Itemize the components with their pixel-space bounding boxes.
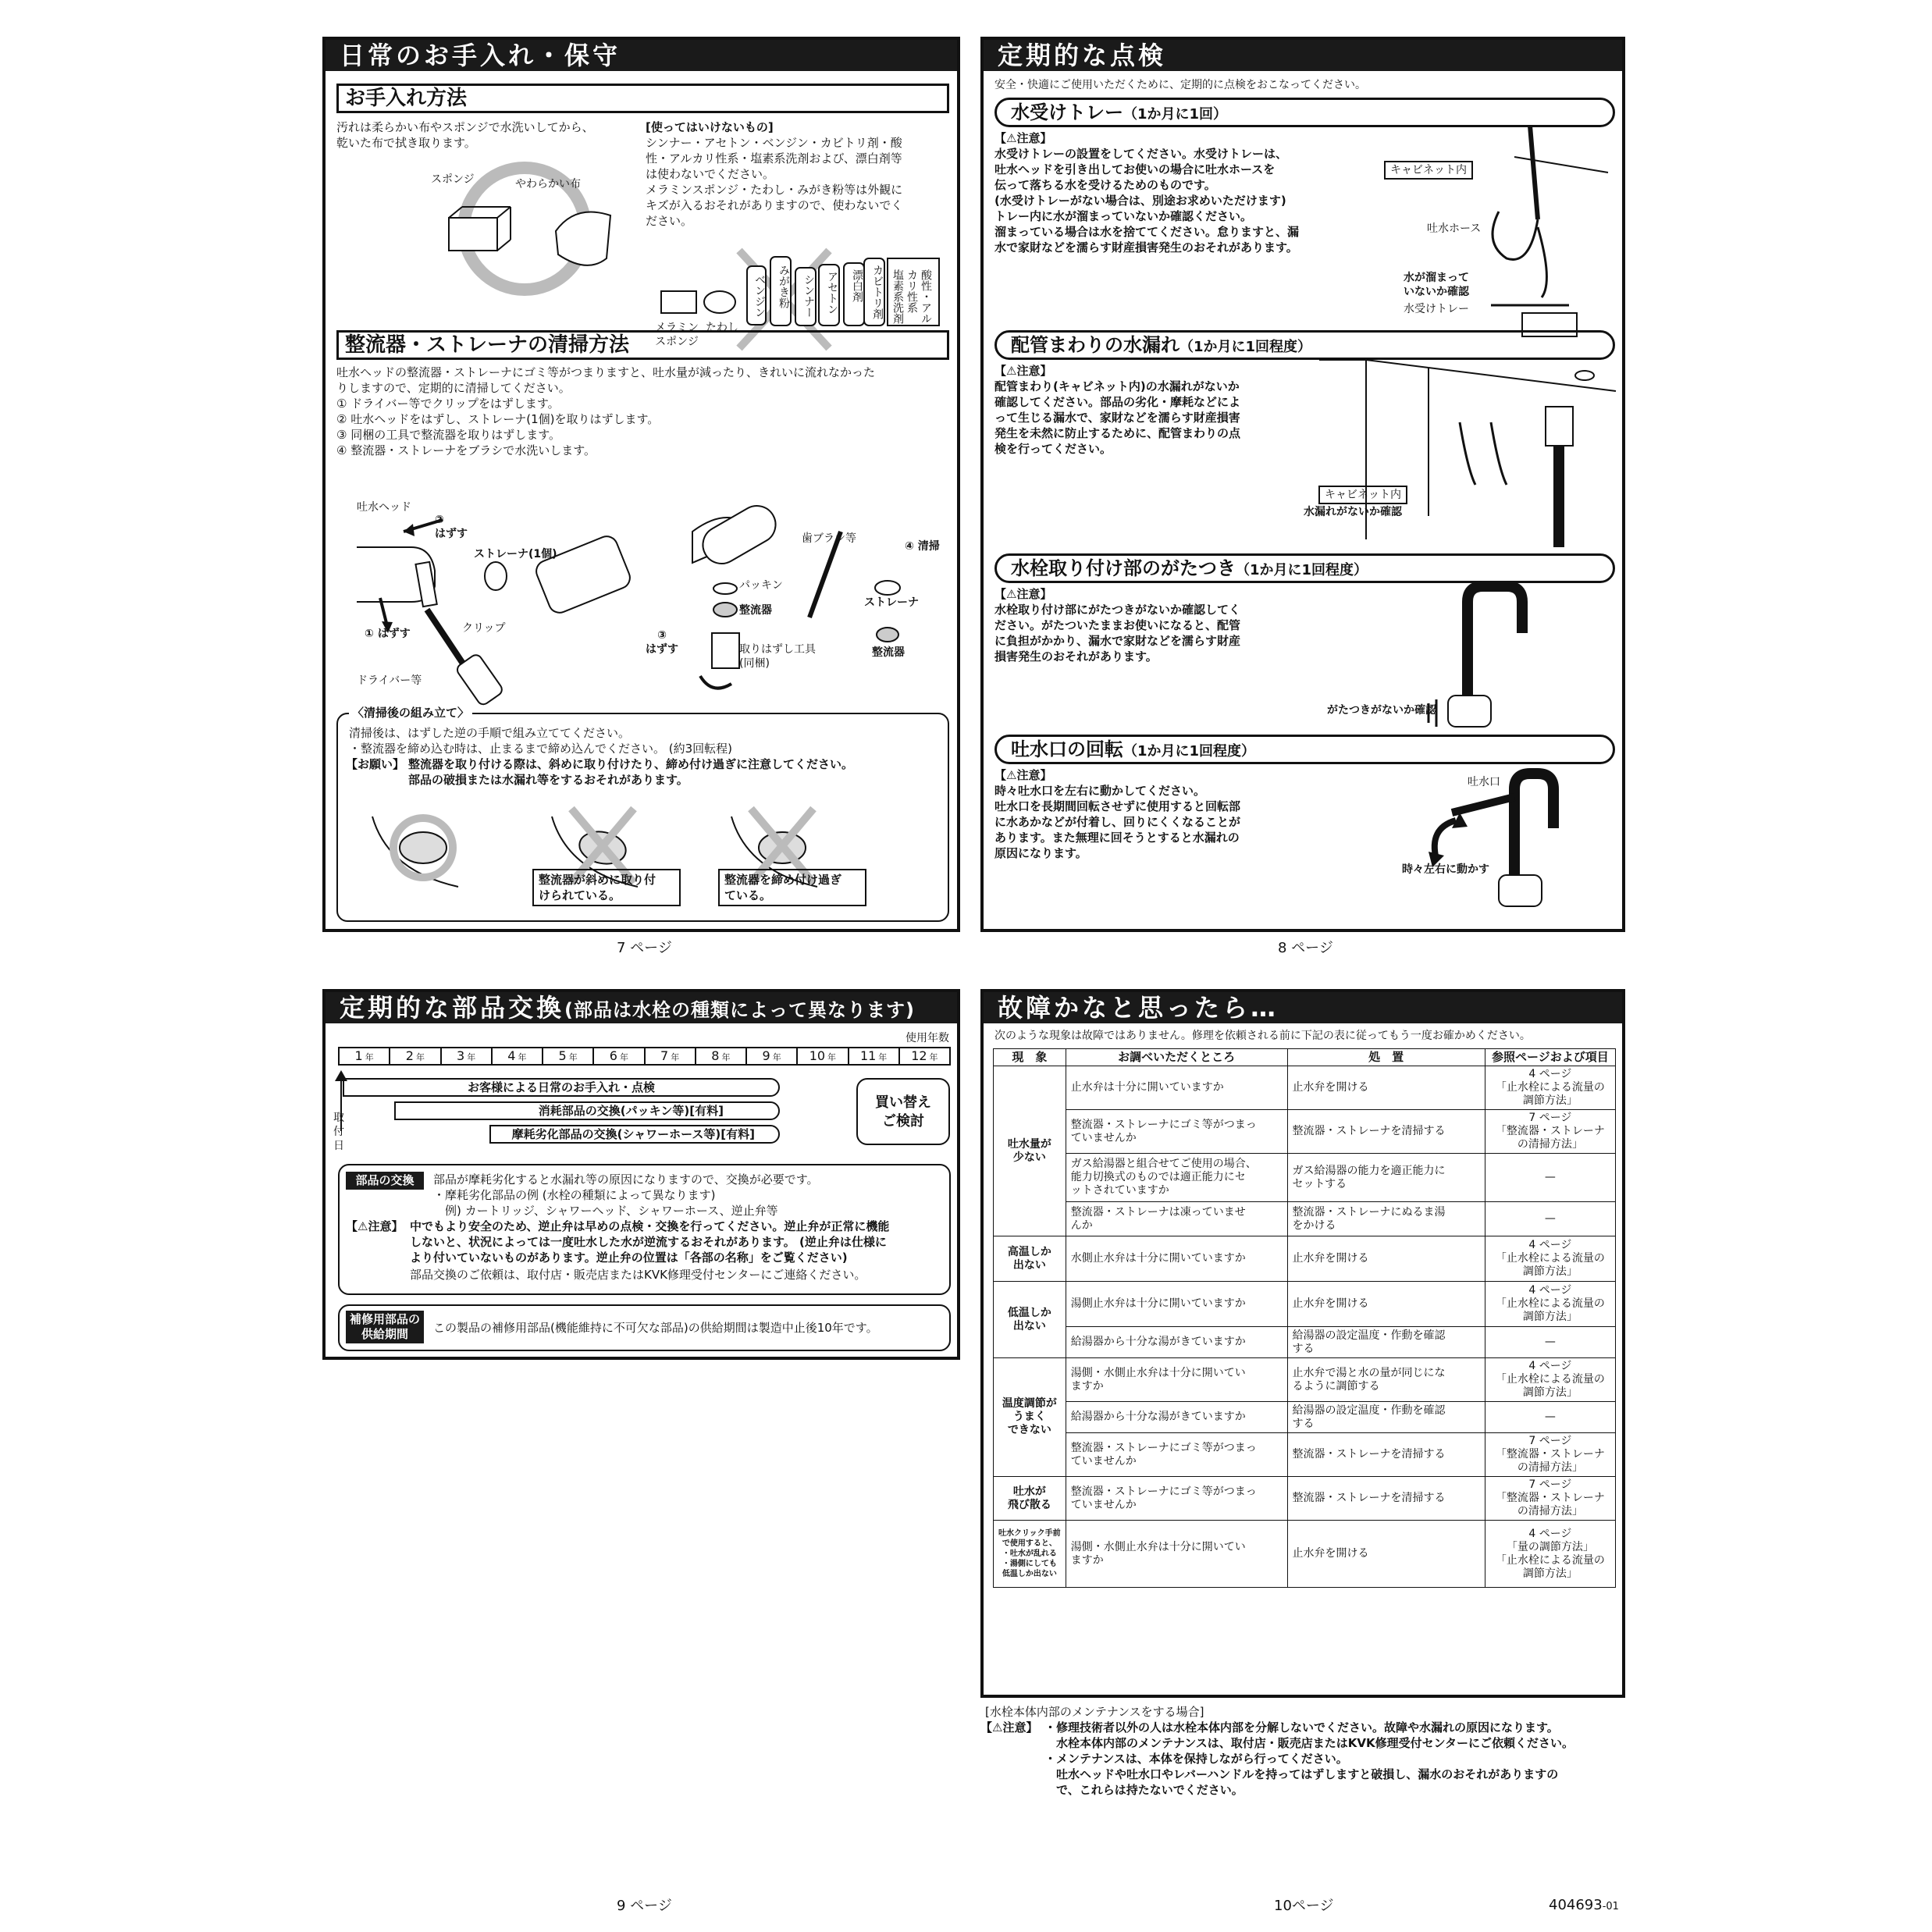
parts-contact: 部品交換のご依頼は、取付店・販売店またはKVK修理受付センターにご連絡ください。 xyxy=(410,1268,866,1282)
tray-cabinet-label: キャビネット内 xyxy=(1384,161,1473,180)
table-row xyxy=(994,1282,1616,1327)
spout-heading xyxy=(994,735,1615,764)
year-unit: 年 xyxy=(929,1052,938,1062)
table-row xyxy=(994,1202,1616,1236)
wobble-heading-freq: （1か月に1回程度） xyxy=(1236,562,1368,578)
fix-cell: 給湯器の設定温度・作動を確認 する xyxy=(1287,1327,1485,1358)
year-unit: 年 xyxy=(365,1052,374,1062)
page9-number: 9 ページ xyxy=(617,1898,672,1914)
doc-number-suffix: -01 xyxy=(1602,1901,1619,1912)
tray-heading-freq: （1か月に1回） xyxy=(1123,106,1228,123)
check-cell: 整流器・ストレーナにゴミ等がつまっ ていませんか xyxy=(1066,1110,1287,1154)
spout-caution: 【⚠注意】 xyxy=(994,768,1052,782)
sponge-label: スポンジ xyxy=(431,173,475,186)
label-step3: ③ はずす xyxy=(646,629,678,656)
check-cell: 給湯器から十分な湯がきていますか xyxy=(1066,1402,1287,1433)
check-cell: 水側止水弁は十分に開いていますか xyxy=(1066,1236,1287,1282)
fix-cell: 整流器・ストレーナを清掃する xyxy=(1287,1110,1485,1154)
fix-cell: 整流器・ストレーナを清掃する xyxy=(1287,1477,1485,1521)
year-cell xyxy=(849,1048,900,1064)
label-strainer1: ストレーナ(1個) xyxy=(474,548,557,560)
item-thinner: シンナー xyxy=(802,274,815,318)
symptom-cell: 高温しか 出ない xyxy=(994,1236,1066,1282)
check-cell: 止水弁は十分に開いていますか xyxy=(1066,1066,1287,1110)
pipe-caution: 【⚠注意】 xyxy=(994,364,1052,378)
check-cell: 整流器・ストレーナにゴミ等がつまっ ていませんか xyxy=(1066,1433,1287,1477)
label-regulator: 整流器 xyxy=(739,604,772,617)
item-detergent: 酸性・アルカリ性系 塩素系洗剤 xyxy=(891,269,932,324)
label-clip: クリップ xyxy=(462,622,506,635)
parts-caution-text: 中でもより安全のため、逆止弁は早めの点検・交換を行ってください。逆止弁が正常に機能 しないと、状況によっては一度吐水した水が逆流するおそれがあります。 (逆止弁は仕様に より付いていないものがあります。逆止弁の位置は「各部の名称」をご覧ください) xyxy=(410,1219,890,1265)
fix-cell: 止水弁を開ける xyxy=(1287,1282,1485,1327)
ref-cell: 7 ページ 「整流器・ストレーナ の清掃方法」 xyxy=(1485,1433,1615,1477)
item-melamine: メラミン スポンジ xyxy=(655,322,699,348)
page8-intro: 安全・快適にご使用いただくために、定期的に点検をおこなってください。 xyxy=(994,79,1366,91)
item-polish: みがき粉 xyxy=(777,265,790,308)
ref-cell: — xyxy=(1485,1327,1615,1358)
year-number: 7 xyxy=(660,1048,669,1063)
symptom-cell: 低温しか 出ない xyxy=(994,1282,1066,1358)
spout-heading-freq: （1か月に1回程度） xyxy=(1123,743,1256,760)
doc-number xyxy=(1549,1897,1619,1913)
year-number: 1 xyxy=(354,1048,363,1063)
wobble-heading xyxy=(994,553,1615,583)
page10-number: 10ページ xyxy=(1274,1898,1334,1914)
cloth-label: やわらかい布 xyxy=(515,178,581,190)
page7-panel xyxy=(322,37,960,932)
label-toothbrush: 歯ブラシ等 xyxy=(802,532,856,545)
year-cell xyxy=(900,1048,949,1064)
maint-text: ・修理技術者以外の人は水栓本体内部を分解しないでください。故障や水漏れの原因になります。 水栓本体内部のメンテナンスは、取付店・販売店またはKVK修理受付センターにご依頼ください。 ・メンテナンスは、本体を保持しながら行ってください。 吐水ヘッドや吐水口やレバーハンドルを持ってはずしますと破損し、漏水のおそれがありますの で、これらは持たないでください。 xyxy=(1044,1720,1574,1797)
pipe-cabinet-label: キャビネット内 xyxy=(1318,486,1407,504)
fix-cell: 止水弁で湯と水の量が同じにな るように調節する xyxy=(1287,1358,1485,1402)
table-row xyxy=(994,1327,1616,1358)
tray-heading xyxy=(994,98,1615,127)
spout-spout-label: 吐水口 xyxy=(1468,776,1500,788)
fix-cell: ガス給湯器の能力を適正能力に セットする xyxy=(1287,1154,1485,1202)
check-cell: 湯側止水弁は十分に開いていますか xyxy=(1066,1282,1287,1327)
year-unit: 年 xyxy=(619,1052,628,1062)
doc-number-main: 404693 xyxy=(1549,1897,1603,1913)
care-text: 汚れは柔らかい布やスポンジで水洗いしてから、 乾いた布で拭き取ります。 xyxy=(336,120,594,150)
check-cell: 整流器・ストレーナにゴミ等がつまっ ていませんか xyxy=(1066,1477,1287,1521)
ref-cell: 7 ページ 「整流器・ストレーナ の清掃方法」 xyxy=(1485,1477,1615,1521)
symptom-cell: 吐水量が 少ない xyxy=(994,1066,1066,1236)
pipe-text: 配管まわり(キャビネット内)の水漏れがないか 確認してください。部品の劣化・摩耗などによ って生じる漏水で、家財などを濡らす財産損害 発生を未然に防止するために、配管まわりの点 検を行ってください。 xyxy=(994,379,1241,456)
page8-title: 定期的な点検 xyxy=(984,40,1622,71)
spout-illustration xyxy=(1421,766,1592,914)
tray-text: 水受けトレーの設置をしてください。水受けトレーは、 吐水ヘッドを引き出してお使いの場合に吐水ホースを 伝って落ちる水を受けるためのものです。 (水受けトレーがない場合は、別途お求めいただけます) トレー内に水が溜まっていないか確認ください。 溜まっている場合は水を捨ててください。怠りますと、漏 水で家財などを濡らす財産損害発生のおそれがあります。 xyxy=(994,147,1300,254)
item-mold: カビトリ剤 xyxy=(871,265,884,319)
year-cell xyxy=(340,1048,390,1064)
header-fix: 処 置 xyxy=(1287,1049,1485,1066)
label-step2: ② はずす xyxy=(435,514,468,540)
wobble-heading-title: 水栓取り付け部のがたつき xyxy=(1011,557,1236,579)
ref-cell: 7 ページ 「整流器・ストレーナ の清掃方法」 xyxy=(1485,1110,1615,1154)
correct-install xyxy=(372,817,458,887)
table-row xyxy=(994,1521,1616,1588)
item-tawashi: たわし xyxy=(706,322,738,334)
header-ref: 参照ページおよび項目 xyxy=(1485,1049,1615,1066)
forbidden-heading: [使ってはいけないもの] xyxy=(646,120,774,134)
request-text: 整流器を取り付ける際は、斜めに取り付けたり、締め付け過ぎに注意してください。 部品の破損または水漏れ等をするおそれがあります。 xyxy=(408,757,854,787)
year-number: 5 xyxy=(558,1048,567,1063)
check-cell: ガス給湯器と組合せてご使用の場合、 能力切換式のものでは適正能力にセ ットされていますか xyxy=(1066,1154,1287,1202)
years-row xyxy=(338,1047,951,1066)
ref-cell: — xyxy=(1485,1202,1615,1236)
spout-heading-title: 吐水口の回転 xyxy=(1011,738,1123,760)
check-cell: 湯側・水側止水弁は十分に開いてい ますか xyxy=(1066,1521,1287,1588)
label-tool: 取りはずし工具 (同梱) xyxy=(739,643,816,670)
page7-number: 7 ページ xyxy=(617,940,672,956)
fix-cell: 給湯器の設定温度・作動を確認 する xyxy=(1287,1402,1485,1433)
label-strainer: ストレーナ xyxy=(864,596,919,609)
year-unit: 年 xyxy=(415,1052,425,1062)
item-acetone: アセトン xyxy=(826,271,838,315)
fix-cell: 整流器・ストレーナにぬるま湯 をかける xyxy=(1287,1202,1485,1236)
tray-hose-label: 吐水ホース xyxy=(1427,222,1482,235)
fix-cell: 止水弁を開ける xyxy=(1287,1521,1485,1588)
item-bleach: 漂白剤 xyxy=(851,269,863,302)
ref-cell: 4 ページ 「止水栓による流量の 調節方法」 xyxy=(1485,1282,1615,1327)
header-check: お調べいただくところ xyxy=(1066,1049,1287,1066)
year-number: 3 xyxy=(457,1048,465,1063)
tray-tray-label: 水受けトレー xyxy=(1404,303,1469,315)
tray-caution: 【⚠注意】 xyxy=(994,131,1052,145)
ref-cell: — xyxy=(1485,1402,1615,1433)
table-row xyxy=(994,1066,1616,1110)
wobble-text: 水栓取り付け部にがたつきがないか確認してく ださい。がたついたままお使いになると、配管 に負担がかかり、漏水で家財などを濡らす財産 損害発生のおそれがあります。 xyxy=(994,603,1241,664)
assembly-text: 清掃後は、はずした逆の手順で組み立ててください。 ・整流器を締め込む時は、止まるまで締め込んでください。 (約3回転程) xyxy=(349,726,733,756)
ref-cell: 4 ページ 「止水栓による流量の 調節方法」 xyxy=(1485,1236,1615,1282)
maint-caution: 【⚠注意】 xyxy=(980,1720,1038,1735)
parts-label: 部品の交換 xyxy=(346,1172,424,1190)
cleaning-heading: 整流器・ストレーナの清掃方法 xyxy=(336,330,949,360)
wobble-check-label: がたつきがないか確認 xyxy=(1327,704,1436,717)
replace-consider-box: 買い替え ご検討 xyxy=(856,1078,950,1145)
table-row xyxy=(994,1433,1616,1477)
spout-move-label: 時々左右に動かす xyxy=(1402,863,1489,876)
year-cell xyxy=(594,1048,645,1064)
label-head: 吐水ヘッド xyxy=(357,501,411,514)
symptom-cell: 吐水が 飛び散る xyxy=(994,1477,1066,1521)
year-unit: 年 xyxy=(878,1052,888,1062)
table-header-row xyxy=(994,1049,1616,1066)
check-cell: 給湯器から十分な湯がきていますか xyxy=(1066,1327,1287,1358)
ref-cell: — xyxy=(1485,1154,1615,1202)
table-row xyxy=(994,1402,1616,1433)
page9-title xyxy=(326,992,957,1023)
pipe-heading-title: 配管まわりの水漏れ xyxy=(1011,334,1179,356)
year-number: 2 xyxy=(405,1048,414,1063)
item-benzine: ベンジン xyxy=(753,274,766,318)
supply-text: この製品の補修用部品(機能維持に不可欠な部品)の供給期間は製造中止後10年です。 xyxy=(433,1321,878,1335)
year-unit: 年 xyxy=(568,1052,578,1062)
parts-text: 部品が摩耗劣化すると水漏れ等の原因になりますので、交換が必要です。 ・摩耗劣化部品の例 (水栓の種類によって異なります) 例) カートリッジ、シャワーヘッド、シャワーホース、逆止弁等 xyxy=(433,1172,819,1218)
year-cell xyxy=(646,1048,696,1064)
pipe-illustration xyxy=(1319,360,1616,563)
year-cell xyxy=(798,1048,849,1064)
header-symptom: 現 象 xyxy=(994,1049,1066,1066)
bad-overtight-label: 整流器を締め付け過ぎ ている。 xyxy=(718,869,866,906)
trouble-table xyxy=(993,1048,1616,1588)
label-packing: パッキン xyxy=(739,579,783,592)
assembly-heading: 〈清掃後の組み立て〉 xyxy=(349,705,472,720)
year-unit: 年 xyxy=(518,1052,527,1062)
ref-cell: 4 ページ 「量の調節方法」 「止水栓による流量の 調節方法」 xyxy=(1485,1521,1615,1588)
page9-title-sub: (部品は水栓の種類によって異なります) xyxy=(564,999,915,1021)
symptom-cell: 温度調節が うまく できない xyxy=(994,1358,1066,1477)
year-cell xyxy=(543,1048,594,1064)
wobble-caution: 【⚠注意】 xyxy=(994,587,1052,601)
supply-label: 補修用部品の 供給期間 xyxy=(346,1311,424,1343)
wobble-illustration xyxy=(1405,586,1592,742)
table-row xyxy=(994,1154,1616,1202)
year-cell xyxy=(442,1048,493,1064)
year-number: 9 xyxy=(762,1048,770,1063)
check-cell: 湯側・水側止水弁は十分に開いてい ますか xyxy=(1066,1358,1287,1402)
table-row xyxy=(994,1477,1616,1521)
page9-title-main: 定期的な部品交換 xyxy=(340,993,565,1023)
pipe-heading-freq: （1か月に1回程度） xyxy=(1179,339,1312,355)
year-unit: 年 xyxy=(772,1052,781,1062)
page10-title: 故障かなと思ったら… xyxy=(984,992,1622,1023)
year-unit: 年 xyxy=(721,1052,731,1062)
fix-cell: 止水弁を開ける xyxy=(1287,1236,1485,1282)
page7-title: 日常のお手入れ・保守 xyxy=(326,40,957,71)
bar-consumables: 消耗部品の交換(パッキン等)[有料] xyxy=(394,1101,780,1120)
spout-text: 時々吐水口を左右に動かしてください。 吐水口を長期間回転させずに使用すると回転部 に水あかなどが付着し、回りにくくなることが あります。また無理に回そうとすると水漏れの 原因になります。 xyxy=(994,784,1241,860)
label-step4: ④ 清掃 xyxy=(905,540,940,553)
page8-panel xyxy=(980,37,1625,932)
label-driver: ドライバー等 xyxy=(357,674,422,687)
year-cell xyxy=(696,1048,747,1064)
table-row xyxy=(994,1358,1616,1402)
bar-wear-parts: 摩耗劣化部品の交換(シャワーホース等)[有料] xyxy=(489,1125,780,1144)
sponge-graphic xyxy=(449,207,511,251)
year-unit: 年 xyxy=(671,1052,680,1062)
tray-check-label: 水が溜まって いないか確認 xyxy=(1404,272,1469,298)
page10-panel xyxy=(980,989,1625,1698)
symptom-cell: 吐水クリック手前 で使用すると、 ・吐水が乱れる ・湯側にしても 低温しか出ない xyxy=(994,1521,1066,1588)
check-cell: 整流器・ストレーナは凍っていませ んか xyxy=(1066,1202,1287,1236)
start-label: 取 付 日 xyxy=(333,1112,344,1152)
year-cell xyxy=(493,1048,543,1064)
year-cell xyxy=(747,1048,798,1064)
year-number: 11 xyxy=(859,1048,877,1063)
table-row xyxy=(994,1110,1616,1154)
page8-number: 8 ページ xyxy=(1278,940,1333,956)
year-number: 8 xyxy=(711,1048,720,1063)
fix-cell: 止水弁を開ける xyxy=(1287,1066,1485,1110)
cleaning-text: 吐水ヘッドの整流器・ストレーナにゴミ等がつまりますと、吐水量が減ったり、きれいに流れなかった りしますので、定期的に清掃してください。 ① ドライバー等でクリップをはずします。 ② 吐水ヘッドをはずし、ストレーナ(1個)を取りはずします。 ③ 同梱の工具で整流器を取りはずします。 ④ 整流器・ストレーナをブラシで水洗いします。 xyxy=(336,365,876,457)
year-cell xyxy=(390,1048,441,1064)
ref-cell: 4 ページ 「止水栓による流量の 調節方法」 xyxy=(1485,1358,1615,1402)
bad-tilted-label: 整流器が斜めに取り付 けられている。 xyxy=(532,869,681,906)
year-unit: 年 xyxy=(467,1052,476,1062)
page10-intro: 次のような現象は故障ではありません。修理を依頼される前に下記の表に従ってもう一度お確かめください。 xyxy=(994,1030,1531,1042)
year-number: 10 xyxy=(809,1048,826,1063)
request-label: 【お願い】 xyxy=(346,757,405,771)
table-row xyxy=(994,1236,1616,1282)
maint-heading: [水栓本体内部のメンテナンスをする場合] xyxy=(985,1705,1204,1719)
year-number: 4 xyxy=(507,1048,516,1063)
pipe-heading xyxy=(994,330,1615,360)
tray-heading-title: 水受けトレー xyxy=(1011,101,1123,123)
label-step1: ① はずす xyxy=(365,628,411,640)
ref-cell: 4 ページ 「止水栓による流量の 調節方法」 xyxy=(1485,1066,1615,1110)
year-number: 6 xyxy=(609,1048,617,1063)
years-label: 使用年数 xyxy=(906,1032,949,1044)
care-heading: お手入れ方法 xyxy=(336,84,949,113)
cloth-graphic xyxy=(556,212,610,265)
pipe-check-label: 水漏れがないか確認 xyxy=(1304,506,1402,518)
fix-cell: 整流器・ストレーナを清掃する xyxy=(1287,1433,1485,1477)
bar-daily-care: お客様による日常のお手入れ・点検 xyxy=(343,1078,780,1097)
year-number: 12 xyxy=(911,1048,927,1063)
year-unit: 年 xyxy=(827,1052,837,1062)
forbidden-text: シンナー・アセトン・ベンジン・カビトリ剤・酸 性・アルカリ性系・塩素系洗剤および、漂白剤等 は使わないでください。 メラミンスポンジ・たわし・みがき粉等は外観に キズが入るおそれがありますので、使わないでく ださい。 xyxy=(646,136,903,228)
page9-panel xyxy=(322,989,960,1360)
parts-caution: 【⚠注意】 xyxy=(346,1219,404,1233)
label-regulator2: 整流器 xyxy=(872,646,905,659)
tray-illustration xyxy=(1374,126,1616,352)
